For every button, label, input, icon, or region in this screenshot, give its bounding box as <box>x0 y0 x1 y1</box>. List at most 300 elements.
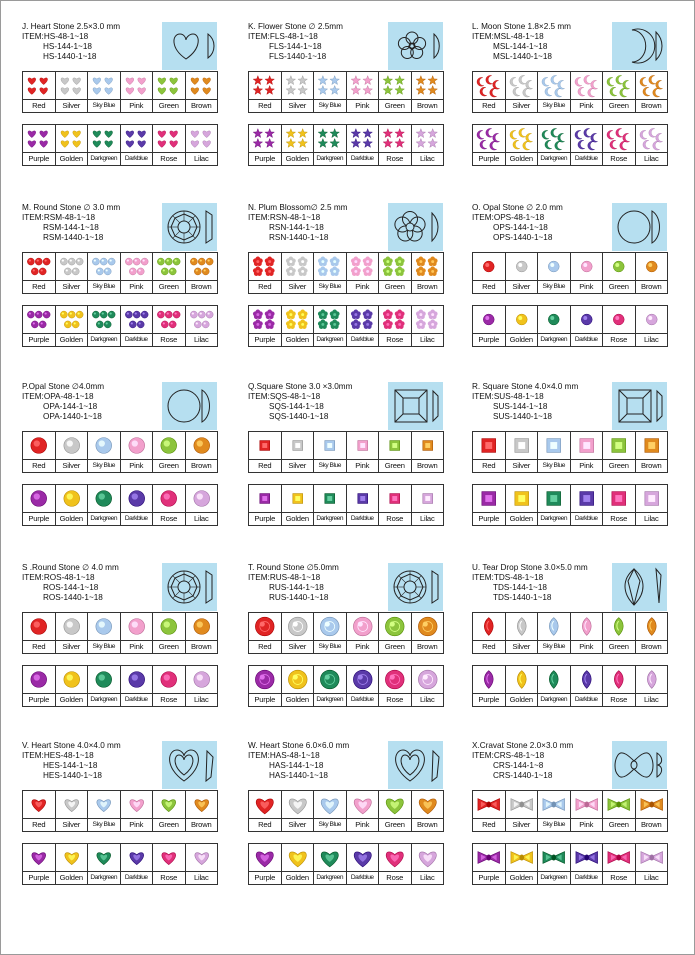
stone-swatch <box>186 432 218 460</box>
stone-swatch <box>314 72 346 100</box>
color-label: Sky Blue <box>92 283 115 290</box>
product-section <box>472 741 672 901</box>
stone-swatch <box>473 485 505 513</box>
stone-swatch <box>571 844 603 872</box>
product-title: P.Opal Stone ∅4.0mm <box>22 382 105 391</box>
product-section <box>248 382 448 542</box>
color-label: Purple <box>254 335 276 344</box>
color-swatch-cell <box>603 72 636 112</box>
color-label: Pink <box>129 461 144 470</box>
color-label: Rose <box>610 335 628 344</box>
color-label: Darkgreen <box>316 155 344 162</box>
color-label: Pink <box>579 101 594 110</box>
color-swatch-cell <box>186 485 218 525</box>
color-swatch-grid <box>472 252 668 294</box>
stone-swatch <box>186 125 218 153</box>
color-label: Rose <box>386 695 404 704</box>
product-header <box>22 203 162 243</box>
product-section <box>248 741 448 901</box>
color-swatch-grid <box>22 252 218 294</box>
item-code-1440: SUS-1440-1~18 <box>493 412 552 421</box>
color-swatch-cell <box>473 72 506 112</box>
color-label: Sky Blue <box>318 821 341 828</box>
color-label: Darkblue <box>350 336 374 343</box>
stone-swatch <box>603 125 635 153</box>
color-swatch-cell <box>538 666 571 706</box>
color-label: Darkgreen <box>316 696 344 703</box>
product-header <box>22 22 162 62</box>
color-swatch-cell <box>603 666 636 706</box>
color-swatch-grid <box>248 843 444 885</box>
color-swatch-cell <box>56 485 89 525</box>
stone-swatch <box>636 485 668 513</box>
color-swatch-cell <box>347 306 380 346</box>
color-label: Golden <box>59 514 83 523</box>
item-code: ITEM:RUS-48-1~18 <box>248 573 321 582</box>
color-swatch-cell <box>636 432 668 472</box>
color-swatch-cell <box>347 613 380 653</box>
stone-swatch <box>506 666 538 694</box>
stone-swatch <box>88 72 120 100</box>
color-label: Lilac <box>419 695 435 704</box>
color-swatch-cell <box>473 432 506 472</box>
color-label: Silver <box>62 820 81 829</box>
stone-swatch <box>23 613 55 641</box>
color-label: Green <box>384 461 405 470</box>
color-swatch-cell <box>314 485 347 525</box>
color-swatch-cell <box>603 844 636 884</box>
color-swatch-cell <box>571 306 604 346</box>
color-swatch-cell <box>347 485 380 525</box>
stone-swatch <box>571 306 603 334</box>
color-swatch-cell <box>186 125 218 165</box>
product-section <box>22 382 222 542</box>
item-code: ITEM:SUS-48-1~18 <box>472 392 544 401</box>
color-label: Brown <box>190 642 212 651</box>
color-label: Rose <box>386 514 404 523</box>
product-section <box>248 22 448 182</box>
item-code: ITEM:TDS-48-1~18 <box>472 573 544 582</box>
stone-swatch <box>379 791 411 819</box>
color-label: Silver <box>512 820 531 829</box>
stone-swatch <box>603 485 635 513</box>
color-swatch-cell <box>23 844 56 884</box>
stone-swatch <box>603 791 635 819</box>
color-label: Darkblue <box>124 696 148 703</box>
product-title: U. Tear Drop Stone 3.0×5.0 mm <box>472 563 588 572</box>
product-header <box>472 563 612 603</box>
color-swatch-cell <box>88 306 121 346</box>
color-label: Lilac <box>643 873 659 882</box>
item-code: ITEM:MSL-48-1~18 <box>472 32 544 41</box>
color-swatch-cell <box>121 485 154 525</box>
stone-swatch <box>473 253 505 281</box>
item-code-144: HES-144-1~18 <box>43 761 98 770</box>
color-label: Golden <box>509 154 533 163</box>
product-header <box>22 741 162 781</box>
color-swatch-cell <box>506 432 539 472</box>
color-swatch-cell <box>571 253 604 293</box>
item-code-144: FLS-144-1~18 <box>269 42 322 51</box>
stone-swatch <box>412 306 444 334</box>
color-label: Lilac <box>193 514 209 523</box>
color-swatch-cell <box>603 306 636 346</box>
color-label: Darkgreen <box>90 874 118 881</box>
color-label: Green <box>608 461 629 470</box>
item-code: ITEM:HAS-48-1~18 <box>248 751 320 760</box>
color-label: Pink <box>355 461 370 470</box>
color-label: Brown <box>416 282 438 291</box>
stone-swatch <box>571 125 603 153</box>
color-swatch-cell <box>379 613 412 653</box>
product-header <box>248 22 388 62</box>
color-swatch-cell <box>23 613 56 653</box>
color-label: Darkblue <box>350 155 374 162</box>
color-label: Red <box>32 282 46 291</box>
color-swatch-cell <box>249 791 282 831</box>
stone-swatch <box>538 125 570 153</box>
color-swatch-cell <box>506 72 539 112</box>
item-code: ITEM:SQS-48-1~18 <box>248 392 321 401</box>
color-label: Pink <box>355 101 370 110</box>
color-label: Red <box>482 461 496 470</box>
stone-swatch <box>88 125 120 153</box>
color-label: Darkblue <box>350 874 374 881</box>
stone-swatch <box>473 125 505 153</box>
color-label: Darkblue <box>574 696 598 703</box>
color-swatch-cell <box>186 791 218 831</box>
stone-swatch <box>571 613 603 641</box>
color-label: Red <box>32 101 46 110</box>
stone-swatch <box>538 432 570 460</box>
color-swatch-cell <box>88 844 121 884</box>
product-title: K. Flower Stone ∅ 2.5mm <box>248 22 343 31</box>
stone-swatch <box>347 666 379 694</box>
color-label: Red <box>482 101 496 110</box>
color-swatch-cell <box>282 125 315 165</box>
color-swatch-grid <box>22 612 218 654</box>
color-label: Purple <box>478 154 500 163</box>
stone-swatch <box>538 613 570 641</box>
color-label: Sky Blue <box>542 821 565 828</box>
stone-swatch <box>347 791 379 819</box>
color-label: Darkgreen <box>540 336 568 343</box>
color-label: Lilac <box>643 514 659 523</box>
stone-swatch <box>282 432 314 460</box>
color-swatch-cell <box>636 791 668 831</box>
stone-swatch <box>249 306 281 334</box>
color-label: Silver <box>62 461 81 470</box>
color-label: Silver <box>288 461 307 470</box>
color-swatch-cell <box>603 485 636 525</box>
color-swatch-cell <box>23 666 56 706</box>
color-label: Brown <box>416 101 438 110</box>
item-code-144: SUS-144-1~18 <box>493 402 548 411</box>
color-swatch-cell <box>186 306 218 346</box>
color-swatch-cell <box>347 253 380 293</box>
color-label: Silver <box>62 282 81 291</box>
stone-swatch <box>121 666 153 694</box>
stone-swatch <box>186 253 218 281</box>
color-label: Darkblue <box>124 874 148 881</box>
color-swatch-cell <box>473 485 506 525</box>
stone-swatch <box>473 432 505 460</box>
stone-swatch <box>249 613 281 641</box>
color-swatch-cell <box>153 844 186 884</box>
stone-swatch <box>347 72 379 100</box>
color-swatch-cell <box>538 72 571 112</box>
color-swatch-grid <box>248 124 444 166</box>
color-label: Darkblue <box>124 336 148 343</box>
stone-swatch <box>379 306 411 334</box>
plum-shape-icon <box>388 203 443 251</box>
color-swatch-grid <box>472 843 668 885</box>
color-swatch-cell <box>412 306 444 346</box>
stone-swatch <box>571 432 603 460</box>
color-swatch-cell <box>379 432 412 472</box>
color-swatch-cell <box>603 253 636 293</box>
stone-swatch <box>121 432 153 460</box>
color-label: Red <box>482 820 496 829</box>
stone-swatch <box>153 791 185 819</box>
stone-swatch <box>314 844 346 872</box>
item-code-1440: ROS-1440-1~18 <box>43 593 103 602</box>
stone-swatch <box>538 253 570 281</box>
color-swatch-cell <box>314 72 347 112</box>
color-label: Brown <box>640 101 662 110</box>
color-swatch-cell <box>121 791 154 831</box>
color-swatch-cell <box>88 432 121 472</box>
color-label: Darkgreen <box>540 874 568 881</box>
heart-shape-icon <box>162 22 217 70</box>
color-swatch-cell <box>347 72 380 112</box>
stone-swatch <box>282 485 314 513</box>
color-swatch-cell <box>282 844 315 884</box>
color-swatch-cell <box>538 125 571 165</box>
color-label: Green <box>608 642 629 651</box>
color-swatch-cell <box>186 613 218 653</box>
color-label: Rose <box>610 154 628 163</box>
color-swatch-cell <box>249 666 282 706</box>
color-label: Green <box>384 101 405 110</box>
color-swatch-cell <box>571 844 604 884</box>
color-swatch-cell <box>88 666 121 706</box>
color-swatch-cell <box>379 844 412 884</box>
color-swatch-grid <box>22 665 218 707</box>
color-label: Lilac <box>419 335 435 344</box>
product-section <box>472 563 672 723</box>
color-swatch-cell <box>636 844 668 884</box>
stone-swatch <box>282 306 314 334</box>
item-code: ITEM:CRS-48-1~18 <box>472 751 545 760</box>
item-code-144: RSM-144-1~18 <box>43 223 99 232</box>
product-header <box>22 382 162 422</box>
color-swatch-cell <box>282 791 315 831</box>
color-swatch-cell <box>379 306 412 346</box>
color-label: Sky Blue <box>542 643 565 650</box>
color-label: Brown <box>190 282 212 291</box>
color-swatch-cell <box>282 306 315 346</box>
circle-shape-icon <box>162 382 217 430</box>
color-swatch-cell <box>56 791 89 831</box>
stone-swatch <box>121 72 153 100</box>
color-label: Sky Blue <box>318 102 341 109</box>
color-label: Green <box>158 820 179 829</box>
color-swatch-cell <box>603 613 636 653</box>
color-label: Red <box>482 642 496 651</box>
item-code-144: RUS-144-1~18 <box>269 583 324 592</box>
item-code-144: OPA-144-1~18 <box>43 402 98 411</box>
stone-swatch <box>56 844 88 872</box>
color-label: Sky Blue <box>318 643 341 650</box>
stone-swatch <box>347 485 379 513</box>
color-label: Golden <box>285 335 309 344</box>
color-label: Rose <box>386 154 404 163</box>
color-swatch-cell <box>121 306 154 346</box>
color-label: Lilac <box>193 873 209 882</box>
product-title: T. Round Stone ∅5.0mm <box>248 563 339 572</box>
color-label: Rose <box>160 873 178 882</box>
color-label: Golden <box>285 873 309 882</box>
stone-swatch <box>538 844 570 872</box>
color-label: Purple <box>478 335 500 344</box>
stone-swatch <box>538 485 570 513</box>
color-label: Rose <box>610 695 628 704</box>
color-label: Sky Blue <box>542 283 565 290</box>
color-swatch-cell <box>88 485 121 525</box>
stone-swatch <box>538 306 570 334</box>
stone-swatch <box>347 613 379 641</box>
color-label: Lilac <box>643 335 659 344</box>
color-swatch-cell <box>282 613 315 653</box>
color-swatch-cell <box>23 791 56 831</box>
stone-swatch <box>603 72 635 100</box>
stone-swatch <box>186 844 218 872</box>
stone-swatch <box>153 125 185 153</box>
item-code-1440: OPS-1440-1~18 <box>493 233 553 242</box>
color-swatch-cell <box>314 432 347 472</box>
color-swatch-grid <box>22 71 218 113</box>
stone-swatch <box>249 844 281 872</box>
stone-swatch <box>571 485 603 513</box>
color-label: Brown <box>190 461 212 470</box>
stone-swatch <box>186 791 218 819</box>
color-label: Pink <box>129 282 144 291</box>
stone-swatch <box>249 485 281 513</box>
color-label: Silver <box>512 101 531 110</box>
product-section <box>22 563 222 723</box>
color-label: Pink <box>355 820 370 829</box>
stone-swatch <box>282 791 314 819</box>
color-label: Darkblue <box>574 515 598 522</box>
color-swatch-cell <box>153 613 186 653</box>
color-label: Darkblue <box>350 515 374 522</box>
stone-swatch <box>186 485 218 513</box>
color-label: Darkblue <box>124 155 148 162</box>
color-label: Brown <box>640 820 662 829</box>
stone-swatch <box>506 253 538 281</box>
color-swatch-grid <box>472 71 668 113</box>
color-label: Silver <box>512 282 531 291</box>
color-swatch-cell <box>121 125 154 165</box>
color-label: Purple <box>28 514 50 523</box>
item-code-1440: CRS-1440-1~18 <box>493 771 553 780</box>
color-swatch-cell <box>412 613 444 653</box>
color-label: Golden <box>509 514 533 523</box>
round-facet-shape-icon <box>388 563 443 611</box>
color-swatch-cell <box>603 432 636 472</box>
stone-swatch <box>88 306 120 334</box>
stone-swatch <box>379 72 411 100</box>
color-swatch-cell <box>314 791 347 831</box>
color-swatch-cell <box>56 306 89 346</box>
stone-swatch <box>412 613 444 641</box>
item-code-1440: TDS-1440-1~18 <box>493 593 552 602</box>
color-swatch-cell <box>347 125 380 165</box>
item-code-144: HAS-144-1~18 <box>269 761 324 770</box>
stone-swatch <box>636 72 668 100</box>
stone-swatch <box>88 791 120 819</box>
color-swatch-grid <box>22 790 218 832</box>
stone-swatch <box>473 791 505 819</box>
color-label: Red <box>258 282 272 291</box>
heart-facet-shape-icon <box>162 741 217 789</box>
stone-swatch <box>282 844 314 872</box>
color-label: Golden <box>59 335 83 344</box>
color-swatch-cell <box>636 666 668 706</box>
color-label: Purple <box>28 335 50 344</box>
color-label: Red <box>258 101 272 110</box>
color-swatch-cell <box>186 253 218 293</box>
product-title: O. Opal Stone ∅ 2.0 mm <box>472 203 563 212</box>
stone-swatch <box>249 253 281 281</box>
stone-swatch <box>121 791 153 819</box>
color-label: Red <box>258 642 272 651</box>
stone-swatch <box>379 666 411 694</box>
color-swatch-cell <box>88 253 121 293</box>
color-label: Rose <box>160 514 178 523</box>
color-swatch-cell <box>186 432 218 472</box>
color-swatch-cell <box>412 666 444 706</box>
stone-swatch <box>56 613 88 641</box>
product-title: M. Round Stone ∅ 3.0 mm <box>22 203 121 212</box>
product-section <box>472 382 672 542</box>
color-label: Purple <box>254 154 276 163</box>
color-swatch-cell <box>23 72 56 112</box>
item-code-1440: OPA-1440-1~18 <box>43 412 102 421</box>
color-label: Rose <box>160 154 178 163</box>
stone-swatch <box>153 72 185 100</box>
stone-swatch <box>506 72 538 100</box>
stone-swatch <box>56 306 88 334</box>
stone-swatch <box>538 72 570 100</box>
color-swatch-cell <box>506 485 539 525</box>
color-label: Brown <box>640 461 662 470</box>
color-swatch-cell <box>186 844 218 884</box>
color-label: Brown <box>416 820 438 829</box>
color-swatch-cell <box>379 666 412 706</box>
stone-swatch <box>636 253 668 281</box>
color-swatch-cell <box>506 613 539 653</box>
color-label: Green <box>158 282 179 291</box>
color-label: Green <box>608 820 629 829</box>
stone-swatch <box>121 485 153 513</box>
color-swatch-cell <box>379 485 412 525</box>
color-swatch-cell <box>282 432 315 472</box>
color-swatch-cell <box>121 666 154 706</box>
stone-swatch <box>282 72 314 100</box>
color-label: Purple <box>478 695 500 704</box>
